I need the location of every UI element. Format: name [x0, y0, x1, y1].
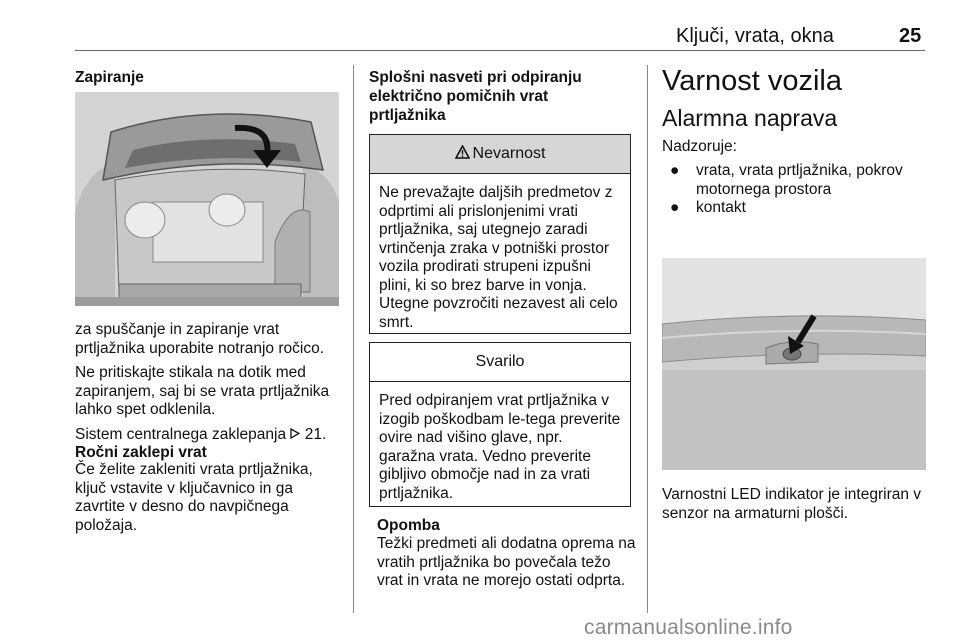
bullet-text: vrata, vrata prtljažnika, pokrov motornega prostora	[696, 162, 903, 198]
central-locking-text: Sistem centralnega zaklepanja	[75, 425, 287, 443]
list-item	[670, 199, 925, 218]
caution-box-header	[370, 343, 630, 382]
column-divider-1	[353, 65, 354, 613]
closing-paragraph-2: Ne pritiskajte stikala na dotik med zapiranjem, saj bi se vrata prtljažnika lahko spet odklenila.	[75, 364, 330, 418]
warning-triangle-icon	[455, 145, 470, 164]
section-heading-zapiranje: Zapiranje	[75, 69, 144, 86]
note-title: Opomba	[377, 517, 440, 534]
reference-arrow-icon	[290, 426, 304, 443]
page-reference-link[interactable]: 21.	[304, 425, 327, 443]
monitors-intro: Nadzoruje:	[662, 138, 737, 155]
tailgate-illustration-svg	[75, 92, 339, 306]
page-number: 25	[899, 25, 922, 47]
subsection-title-alarm: Alarmna naprava	[662, 105, 838, 131]
danger-box-header	[370, 135, 630, 174]
watermark-text: carmanualsonline.info	[584, 616, 793, 639]
danger-box-title: Nevarnost	[472, 145, 546, 162]
list-item	[670, 162, 925, 199]
caution-box	[369, 342, 631, 507]
caution-box-title: Svarilo	[475, 353, 525, 370]
subheading-manual-locks: Ročni zaklepi vrat	[75, 444, 207, 461]
header-divider	[75, 50, 925, 51]
section-heading-power-tailgate: Splošni nasveti pri odpiranju električno pomičnih vrat prtljažnika	[369, 69, 582, 124]
section-title-vehicle-security: Varnost vozila	[662, 65, 842, 97]
closing-paragraph-3	[75, 426, 345, 445]
column-divider-2	[647, 65, 648, 613]
manual-lock-paragraph: Če želite zakleniti vrata prtljažnika, ključ vstavite v ključavnico in ga zavrtite v desno do navpičnega položaja.	[75, 461, 313, 534]
bullet-icon: ●	[670, 162, 680, 179]
closing-paragraph-1: za spuščanje in zapiranje vrat prtljažnika uporabite notranjo ročico.	[75, 321, 324, 357]
tailgate-closing-illustration	[75, 92, 339, 306]
danger-box-text: Ne prevažajte daljših predmetov z odprtimi ali prislonjenimi vrati prtljažnika, saj utegnejo zaradi vrtinčenja zraka v potniški prostor vozila prodirati strupeni izpušni plini, ki so brez barve in vonja. Utegne povzročiti nezavest ali celo smrt.	[379, 184, 618, 331]
led-description: Varnostni LED indikator je integriran v senzor na armaturni plošči.	[662, 486, 922, 522]
bullet-text: kontakt	[696, 199, 746, 216]
bullet-icon: ●	[670, 199, 680, 216]
led-illustration-svg	[662, 258, 926, 470]
led-indicator-illustration	[662, 258, 926, 470]
caution-box-text: Pred odpiranjem vrat prtljažnika v izogib poškodbam le-tega preverite ovire nad višino glave, npr. garažna vrata. Vedno preverite gibljivo območje nad in za vrati prtljažnika.	[379, 392, 621, 502]
note-text: Težki predmeti ali dodatna oprema na vratih prtljažnika bo povečala težo vrat in vrata ne morejo ostati odprta.	[377, 535, 636, 589]
danger-box	[369, 134, 631, 334]
running-header-title: Ključi, vrata, okna	[676, 25, 834, 47]
